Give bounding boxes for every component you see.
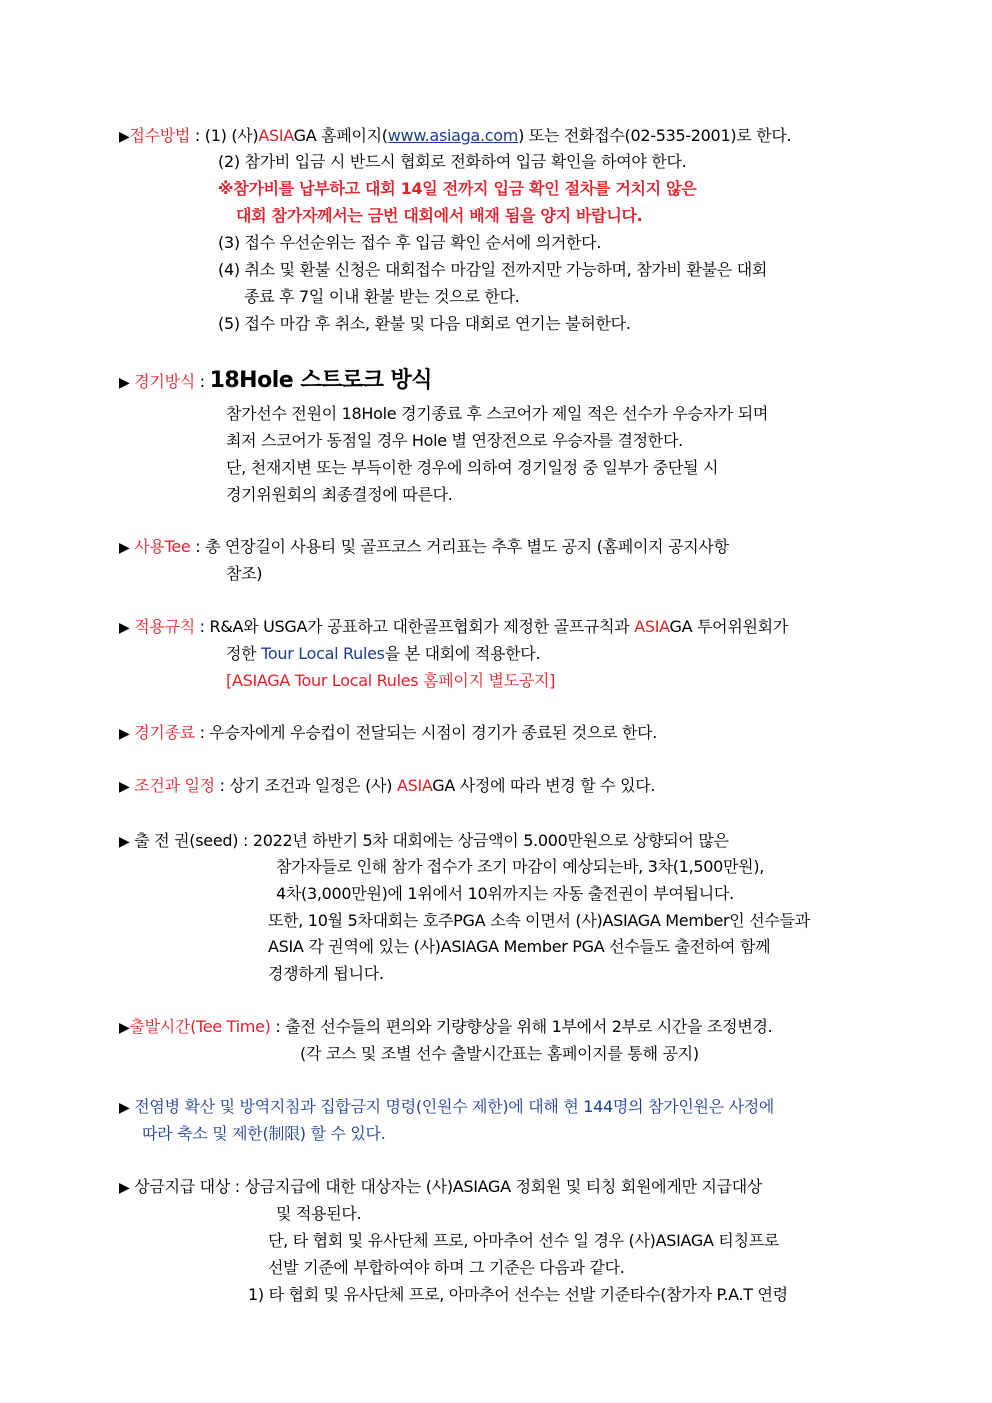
arrow-icon: ▶ [119,726,130,742]
rules-line-1 [119,617,788,638]
seed-line-4: 또한, 10월 5차대회는 호주PGA 소속 이면서 (사)ASIAGA Member인 선수들과 [268,911,810,930]
teetime-line-2: (각 코스 및 조별 선수 출발시간표는 홈페이지를 통해 공지) [300,1044,699,1063]
covid-line-2: 따라 축소 및 제한(制限) 할 수 있다. [142,1124,386,1143]
rules-line-3: [ASIAGA Tour Local Rules 홈페이지 별도공지] [226,671,556,690]
reception-line-5: (5) 접수 마감 후 취소, 환불 및 다음 대회로 연기는 불허한다. [218,314,631,333]
tee-line-1 [119,537,729,558]
format-line-1: 참가선수 전원이 18Hole 경기종료 후 스코어가 제일 적은 선수가 우승자가 되며 [226,404,769,423]
teetime-line-1 [119,1017,772,1038]
arrow-icon: ▶ [119,540,130,556]
arrow-icon: ▶ [119,1100,130,1116]
asiaga-homepage-link[interactable]: www.asiaga.com [387,126,519,145]
end-text: : 우승자에게 우승컵이 전달되는 시점이 경기가 종료된 것으로 한다. [194,723,658,742]
rules-line-2 [226,644,540,664]
prize-line-4: 선발 기준에 부합하여야 하며 그 기준은 다음과 같다. [268,1258,625,1277]
teetime-label: 출발시간(Tee Time) [129,1017,271,1036]
reception-line-3: (3) 접수 우선순위는 접수 후 입금 확인 순서에 의거한다. [218,233,602,252]
format-label: 경기방식 [134,372,195,391]
rules-text-1-post: GA 투어위원회가 [669,617,788,636]
arrow-icon: ▶ [119,1020,130,1036]
reception-label: 접수방법 [129,126,191,145]
seed-line-1 [119,831,729,852]
arrow-icon: ▶ [119,779,130,795]
rules-text-2-pre: 정한 [226,644,262,663]
seed-line-5: ASIA 각 권역에 있는 (사)ASIAGA Member PGA 선수들도 출전하여 함께 [268,937,771,956]
covid-text-1: 전염병 확산 및 방역지침과 집합금지 명령(인원수 제한)에 대해 현 144명의 참가인원은 사정에 [134,1097,775,1116]
prize-line-1 [119,1177,762,1198]
seed-line-2: 참가자들로 인해 참가 접수가 조기 마감이 예상되는바, 3차(1,500만원), [276,857,765,876]
format-title: 18Hole 스트로크 방식 [209,368,432,393]
reception-line1-mid: GA 홈페이지( [293,126,388,145]
prize-line-3: 단, 타 협회 및 유사단체 프로, 아마추어 선수 일 경우 (사)ASIAGA 티칭프로 [268,1231,780,1250]
reception-line-4a: (4) 취소 및 환불 신청은 대회접수 마감일 전까지만 가능하며, 참가비 환불은 대회 [218,260,768,279]
end-label: 경기종료 [134,723,195,742]
seed-label: 출 전 권(seed) : 2022년 하반기 5차 대회에는 상금액이 5.000만원으로 상향되어 많은 [134,831,729,850]
reception-line1-pre: (1) (사) [204,126,259,145]
reception-asia: ASIA [258,126,294,145]
conditions-text-pre: : 상기 조건과 일정은 (사) [214,776,397,795]
seed-line-6: 경쟁하게 됩니다. [268,964,384,983]
arrow-icon: ▶ [119,129,130,145]
format-line-3: 단, 천재지변 또는 부득이한 경우에 의하여 경기일정 중 일부가 중단될 시 [226,458,719,477]
reception-line1-post: ) 또는 전화접수(02-535-2001)로 한다. [518,126,792,145]
arrow-icon: ▶ [119,1180,130,1196]
tour-local-rules: Tour Local Rules [261,644,385,663]
seed-line-3: 4차(3,000만원)에 1위에서 10위까지는 자동 출전권이 부여됩니다. [276,884,734,903]
tee-line-2: 참조) [226,564,263,583]
conditions-label: 조건과 일정 [134,776,215,795]
format-sep: : [194,372,210,391]
conditions-text-post: GA 사정에 따라 변경 할 수 있다. [432,776,656,795]
format-line-4: 경기위원회의 최종결정에 따른다. [226,485,453,504]
rules-label: 적용규칙 [134,617,195,636]
conditions-line [119,776,655,797]
reception-warning-1: ※참가비를 납부하고 대회 14일 전까지 입금 확인 절차를 거치지 않은 [218,179,697,198]
reception-line-2: (2) 참가비 입금 시 반드시 협회로 전화하여 입금 확인을 하여야 한다. [218,152,687,171]
arrow-icon: ▶ [119,834,130,850]
tee-text-1: : 총 연장길이 사용티 및 골프코스 거리표는 추후 별도 공지 (홈페이지 공지사항 [190,537,729,556]
format-heading [119,368,432,396]
reception-line-1 [119,126,791,147]
rules-asia: ASIA [634,617,670,636]
end-line [119,723,657,744]
rules-text-2-post: 을 본 대회에 적용한다. [384,644,541,663]
reception-sep: : [190,126,205,145]
rules-text-1-pre: : R&A와 USGA가 공표하고 대한골프협회가 제정한 골프규칙과 [194,617,635,636]
arrow-icon: ▶ [119,375,130,391]
prize-item-1: 1) 타 협회 및 유사단체 프로, 아마추어 선수는 선발 기준타수(참가자 P.A.T 연령 [248,1285,788,1304]
prize-line-2: 및 적용된다. [276,1204,362,1223]
tee-label: 사용Tee [134,537,191,556]
teetime-text-1: : 출전 선수들의 편의와 기량향상을 위해 1부에서 2부로 시간을 조정변경. [270,1017,773,1036]
format-line-2: 최저 스코어가 동점일 경우 Hole 별 연장전으로 우승자를 결정한다. [226,431,683,450]
reception-line-4b: 종료 후 7일 이내 환불 받는 것으로 한다. [244,287,520,306]
reception-warning-2: 대회 참가자께서는 금번 대회에서 배재 됨을 양지 바랍니다. [236,206,643,225]
arrow-icon: ▶ [119,620,130,636]
prize-label: 상금지급 대상 : 상금지급에 대한 대상자는 (사)ASIAGA 정회원 및 티칭 회원에게만 지급대상 [134,1177,763,1196]
covid-line-1 [119,1097,774,1118]
conditions-asia: ASIA [396,776,433,795]
